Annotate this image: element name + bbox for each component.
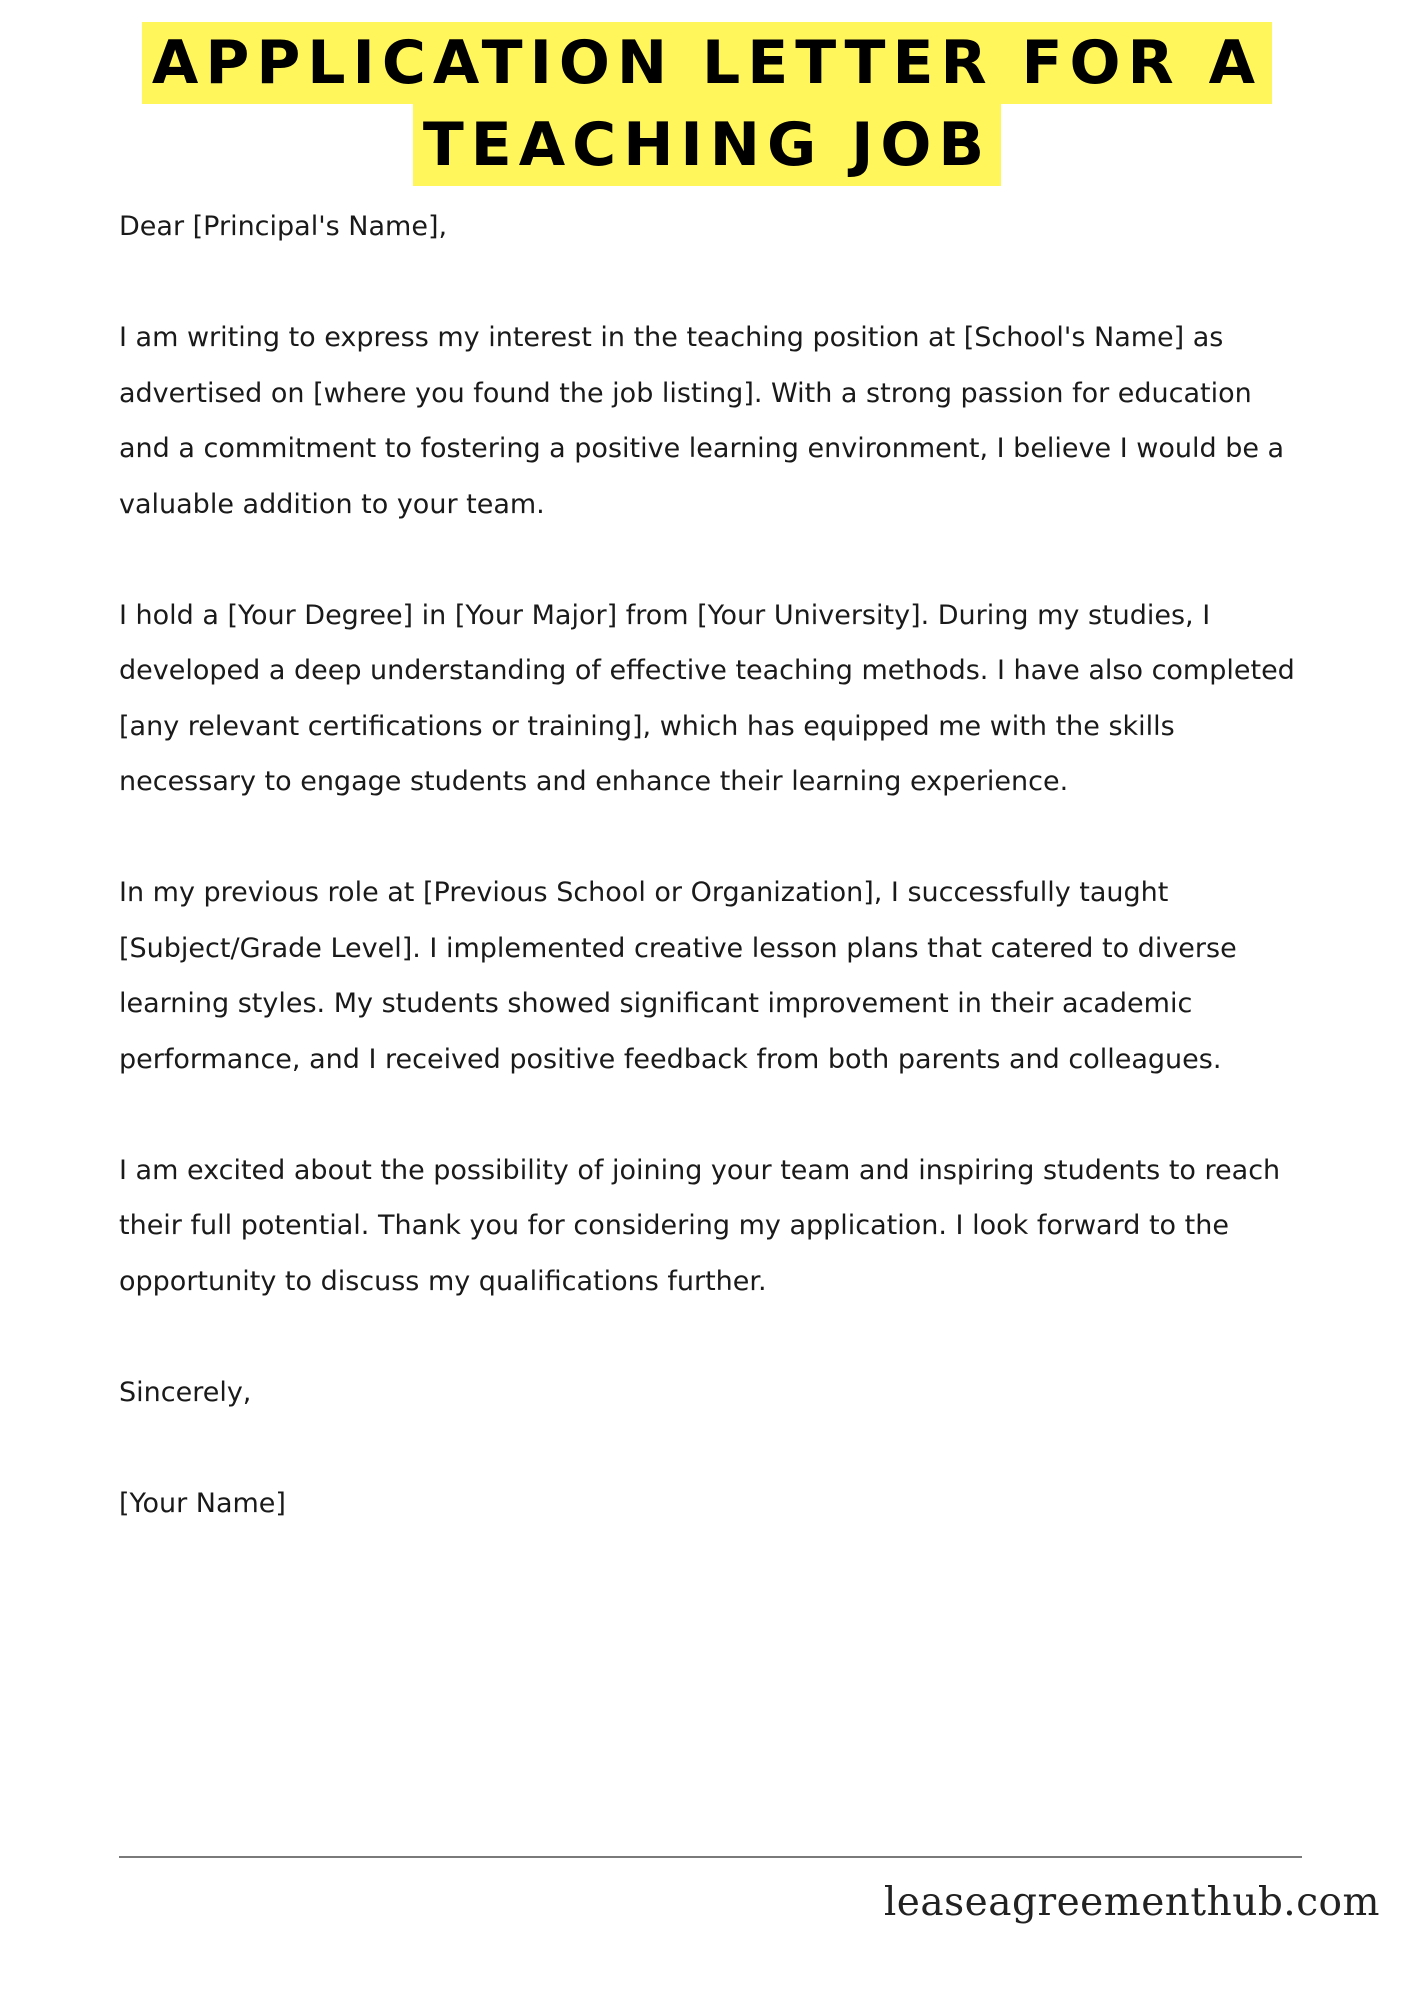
letter-body — [119, 199, 1319, 1531]
paragraph-intro: I am writing to express my interest in the teaching position at [School's Name] as advertised on [where you found the job listing]. With a strong passion for education and a commitment to fostering a positive learning environment, I believe I would be a valuable addition to your team. — [119, 322, 1285, 520]
salutation: Dear [Principal's Name], — [119, 211, 448, 242]
closing-line: Sincerely, — [119, 1376, 252, 1408]
page-title — [0, 22, 1414, 186]
title-line-1: APPLICATION LETTER FOR A — [142, 22, 1272, 104]
title-line-2: TEACHING JOB — [413, 104, 1001, 186]
paragraph-education: I hold a [Your Degree] in [Your Major] from [Your University]. During my studies, I developed a deep understanding of effective teaching methods. I have also completed [any relevant certifications or training], which has equipped me with the skills necessary to engage students and enhance their learning experience. — [119, 599, 1295, 797]
footer-divider — [119, 1856, 1302, 1858]
signature: [Your Name] — [119, 1487, 286, 1519]
paragraph-closing: I am excited about the possibility of joining your team and inspiring students to reach their full potential. Thank you for considering my application. I look forward to the opportunity to discuss my qualifications further. — [119, 1154, 1281, 1297]
footer-website: leaseagreementhub.com — [883, 1880, 1380, 1925]
paragraph-experience: In my previous role at [Previous School or Organization], I successfully taught [Subject/Grade Level]. I implemented creative lesson plans that catered to diverse learning styles. My students showed significant improvement in their academic performance, and I received positive feedback from both parents and colleagues. — [119, 877, 1237, 1075]
